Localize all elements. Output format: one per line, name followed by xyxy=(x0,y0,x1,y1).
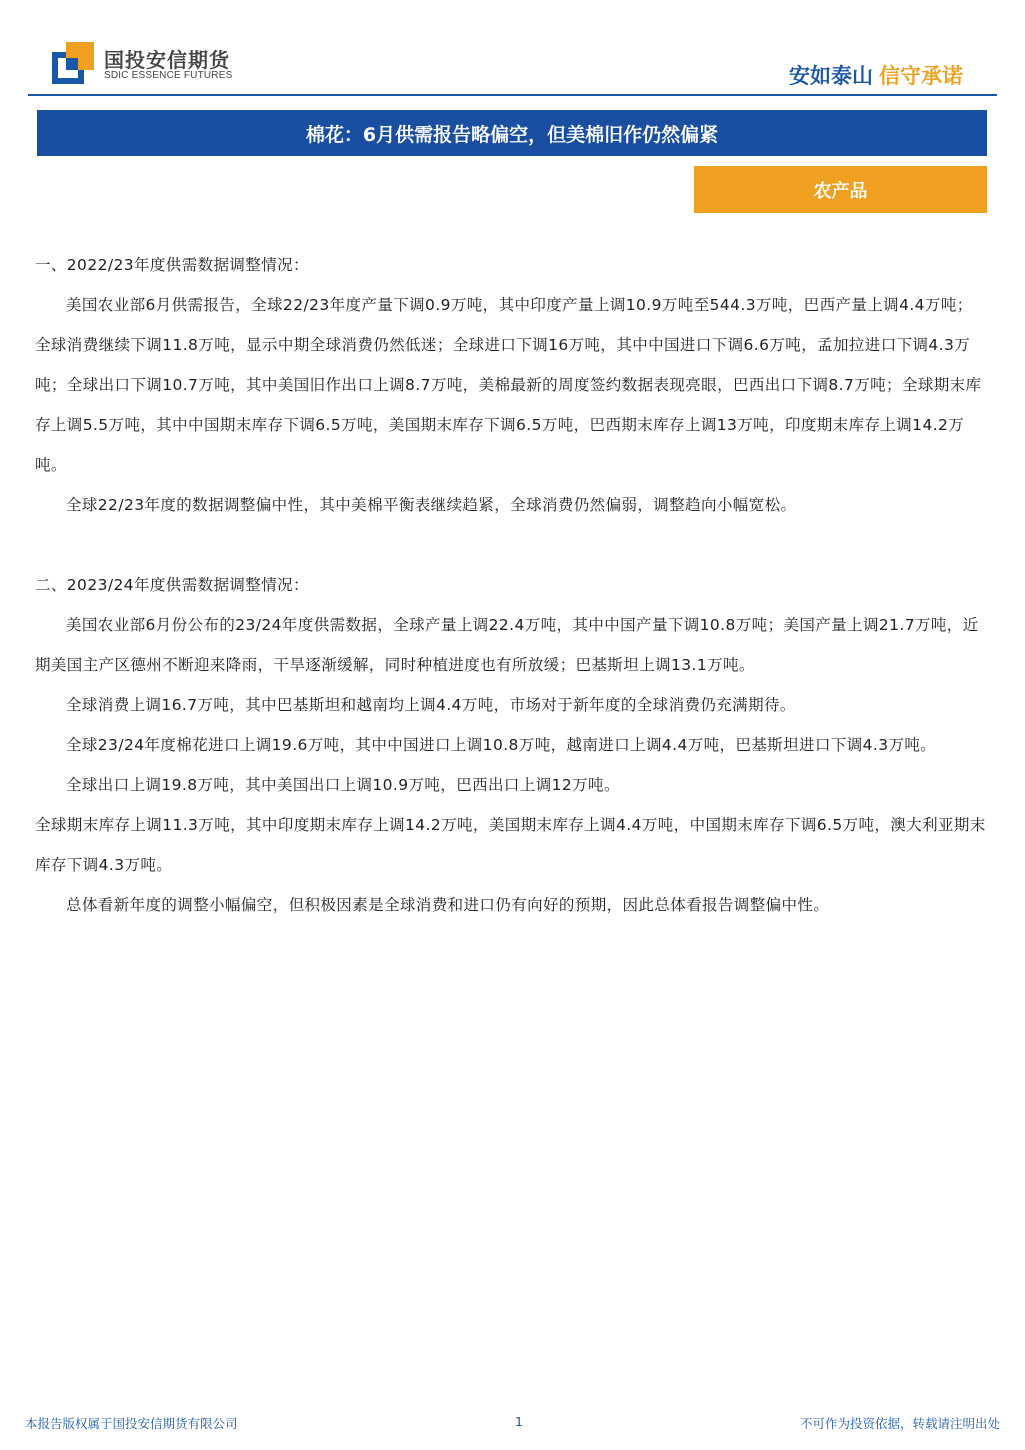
body-paragraph: 全球出口上调19.8万吨，其中美国出口上调10.9万吨，巴西出口上调12万吨。 xyxy=(66,776,620,794)
footer-copyright: 本报告版权属于国投安信期货有限公司 xyxy=(25,1416,238,1431)
report-body xyxy=(35,245,987,925)
slogan-part-1: 安如泰山 xyxy=(789,64,873,88)
report-title-bar xyxy=(37,110,987,156)
section-spacer xyxy=(35,525,987,565)
category-tag xyxy=(694,166,987,213)
body-paragraph: 全球22/23年度的数据调整偏中性，其中美棉平衡表继续趋紧，全球消费仍然偏弱，调整趋向小幅宽松。 xyxy=(66,496,797,514)
body-paragraph: 美国农业部6月供需报告，全球22/23年度产量下调0.9万吨，其中印度产量上调10.9万吨至544.3万吨，巴西产量上调4.4万吨；全球消费继续下调11.8万吨，显示中期全球消费仍然低迷；全球进口下调16万吨，其中中国进口下调6.6万吨，孟加拉进口下调4.3万吨；全球出口下调10.7万吨，其中美国旧作出口上调8.7万吨，美棉最新的周度签约数据表现亮眼，巴西出口下调8.7万吨；全球期末库存上调5.5万吨，其中中国期末库存下调6.5万吨，美国期末库存下调6.5万吨，巴西期末库存上调13万吨，印度期末库存上调14.2万吨。 xyxy=(35,296,982,474)
section-heading: 二、2023/24年度供需数据调整情况： xyxy=(35,576,309,594)
report-title: 棉花：6月供需报告略偏空，但美棉旧作仍然偏紧 xyxy=(305,123,719,146)
header-divider xyxy=(28,94,997,96)
company-logo xyxy=(52,40,292,88)
slogan xyxy=(789,60,963,90)
logo-text-en: SDIC ESSENCE FUTURES xyxy=(104,70,233,81)
body-paragraph: 总体看新年度的调整小幅偏空，但积极因素是全球消费和进口仍有向好的预期，因此总体看报告调整偏中性。 xyxy=(66,896,830,914)
logo-mark-icon xyxy=(52,42,94,84)
body-paragraph: 美国农业部6月份公布的23/24年度供需数据，全球产量上调22.4万吨，其中中国产量下调10.8万吨；美国产量上调21.7万吨，近期美国主产区德州不断迎来降雨，干旱逐渐缓解，同时种植进度也有所放缓；巴基斯坦上调13.1万吨。 xyxy=(35,616,979,674)
logo-text-cn: 国投安信期货 xyxy=(104,48,230,72)
body-paragraph: 全球期末库存上调11.3万吨，其中印度期末库存上调14.2万吨，美国期末库存上调4.4万吨，中国期末库存下调6.5万吨，澳大利亚期末库存下调4.3万吨。 xyxy=(35,816,986,874)
page-number: 1 xyxy=(515,1414,523,1429)
slogan-part-2: 信守承诺 xyxy=(879,64,963,88)
body-paragraph: 全球23/24年度棉花进口上调19.6万吨，其中中国进口上调10.8万吨，越南进口上调4.4万吨，巴基斯坦进口下调4.3万吨。 xyxy=(66,736,937,754)
footer-disclaimer: 不可作为投资依据，转载请注明出处 xyxy=(799,1416,1000,1431)
body-paragraph: 全球消费上调16.7万吨，其中巴基斯坦和越南均上调4.4万吨，市场对于新年度的全球消费仍充满期待。 xyxy=(66,696,796,714)
category-label: 农产品 xyxy=(813,180,868,202)
page-footer xyxy=(25,1414,1000,1434)
section-heading: 一、2022/23年度供需数据调整情况： xyxy=(35,256,309,274)
